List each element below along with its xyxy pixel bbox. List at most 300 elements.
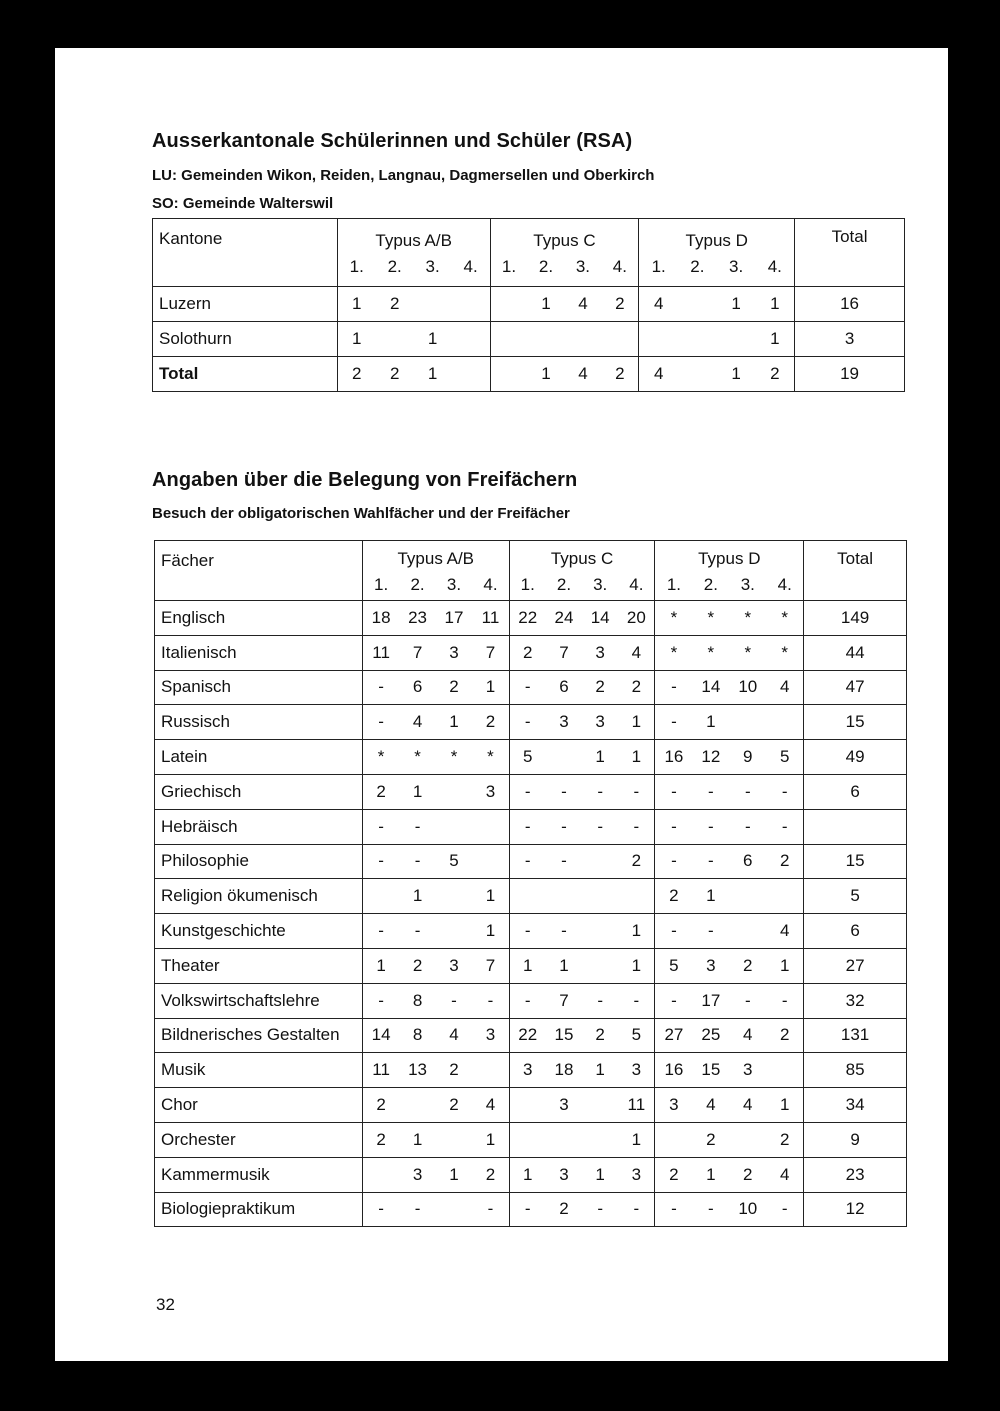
row-label: Russisch (155, 705, 363, 740)
value-cell: - (414, 1199, 421, 1219)
table-row (153, 287, 905, 322)
value-cell: - (378, 1199, 384, 1219)
value-cell (582, 1130, 618, 1150)
table-row (155, 670, 907, 705)
row-label: Chor (155, 1088, 363, 1123)
group-cell (509, 844, 655, 879)
group-cell (362, 601, 509, 636)
value-cell: 12 (701, 747, 721, 767)
value-cell: 6 (743, 851, 753, 871)
value-cell (363, 1165, 399, 1185)
value-cell: 10 (738, 677, 758, 697)
value-cell: 16 (664, 1060, 684, 1080)
value-cell (436, 1199, 472, 1219)
group-cell (655, 635, 804, 670)
group-cell (509, 1018, 655, 1053)
table-row (155, 1157, 907, 1192)
value-cell: 2 (523, 642, 533, 662)
value-cell: 4 (449, 1025, 459, 1045)
value-cell: 1 (485, 1129, 496, 1149)
value-cell: - (378, 851, 384, 871)
group-cell (655, 948, 804, 983)
group-cell (509, 914, 655, 949)
row-total: 131 (804, 1018, 907, 1053)
value-cell: * (707, 642, 715, 662)
table-row (153, 357, 905, 392)
header-group (639, 219, 795, 287)
table-row (155, 948, 907, 983)
value-cell (472, 851, 508, 871)
row-label: Bildnerisches Gestalten (155, 1018, 363, 1053)
row-total: 47 (804, 670, 907, 705)
value-cell (436, 817, 472, 837)
value-cell (510, 1095, 546, 1115)
group-cell (639, 287, 795, 322)
sub-header: 3. (729, 256, 744, 276)
group-cell (509, 740, 655, 775)
sub-header: 2. (538, 256, 554, 276)
value-cell: 1 (595, 1164, 605, 1184)
value-cell: 4 (653, 294, 664, 313)
group-cell (655, 740, 804, 775)
value-cell: 6 (412, 677, 423, 697)
value-cell (436, 1130, 472, 1150)
group-cell (362, 1122, 509, 1157)
group-cell (337, 287, 490, 322)
row-total: 6 (804, 914, 907, 949)
value-cell (399, 1095, 435, 1115)
group-name: Typus D (685, 230, 748, 250)
value-cell: - (633, 781, 640, 801)
group-cell (362, 914, 509, 949)
value-cell: - (524, 712, 531, 732)
value-cell: 1 (631, 955, 642, 975)
sub-header: 2. (703, 574, 718, 594)
value-cell: 2 (743, 955, 753, 975)
value-cell: 1 (706, 712, 716, 732)
value-cell (766, 1060, 803, 1080)
value-cell: - (708, 781, 714, 801)
value-cell: - (708, 851, 714, 871)
value-cell: 10 (738, 1199, 758, 1219)
group-name: Typus A/B (397, 548, 475, 568)
value-cell: 7 (485, 955, 496, 975)
section1-title: Ausserkantonale Schülerinnen und Schüler (RSA) (152, 130, 633, 152)
row-total: 15 (804, 844, 907, 879)
value-cell: 3 (595, 712, 605, 732)
value-cell: - (378, 990, 384, 1010)
value-cell: 1 (706, 1164, 716, 1184)
sub-header: 1. (666, 574, 681, 594)
value-cell: 4 (743, 1025, 753, 1045)
value-cell: - (414, 816, 421, 836)
value-cell: 2 (770, 364, 780, 383)
value-cell: - (744, 781, 751, 801)
group-name: Typus A/B (375, 230, 452, 250)
value-cell: 4 (578, 294, 588, 313)
value-cell: 22 (518, 607, 538, 627)
value-cell: 1 (523, 955, 533, 975)
value-cell: - (744, 816, 751, 836)
value-cell: - (744, 990, 751, 1010)
value-cell: - (597, 1199, 603, 1219)
value-cell: 6 (559, 677, 569, 697)
value-cell: 1 (595, 747, 605, 767)
value-cell: - (487, 1199, 494, 1219)
value-cell: 1 (779, 1095, 790, 1115)
freifaecher-table (154, 540, 907, 1227)
value-cell: 2 (449, 677, 459, 697)
group-cell (362, 879, 509, 914)
value-cell (678, 329, 717, 349)
group-cell (509, 774, 655, 809)
header-group (509, 541, 655, 601)
value-cell: - (671, 921, 677, 941)
value-cell: 1 (412, 886, 423, 906)
value-cell: 1 (412, 781, 423, 801)
header-first-col: Kantone (153, 219, 338, 287)
value-cell: - (524, 781, 531, 801)
value-cell: 4 (578, 364, 588, 383)
row-label: Kammermusik (155, 1157, 363, 1192)
row-label: Latein (155, 740, 363, 775)
value-cell: 1 (485, 886, 496, 906)
value-cell: 3 (631, 1164, 642, 1184)
value-cell: - (597, 816, 603, 836)
row-total: 15 (804, 705, 907, 740)
group-cell (509, 983, 655, 1018)
value-cell: 2 (615, 364, 625, 383)
table-row (155, 1053, 907, 1088)
sub-headers (491, 257, 639, 277)
group-cell (362, 844, 509, 879)
sub-header: 3. (446, 574, 462, 594)
value-cell: - (524, 990, 531, 1010)
value-cell: 1 (770, 329, 780, 348)
value-cell: * (670, 642, 678, 662)
value-cell: - (561, 816, 567, 836)
value-cell: - (781, 1199, 788, 1219)
group-cell (337, 357, 490, 392)
value-cell (655, 1130, 692, 1150)
table-row (153, 322, 905, 357)
row-total: 44 (804, 635, 907, 670)
value-cell: - (561, 921, 567, 941)
sub-header: 3. (593, 574, 608, 594)
value-cell: 3 (412, 1164, 423, 1184)
group-name: Typus C (533, 230, 596, 250)
value-cell: 8 (412, 990, 423, 1010)
sub-header: 2. (556, 574, 572, 594)
value-cell: * (781, 607, 789, 627)
sub-header: 1. (374, 574, 389, 594)
value-cell (582, 956, 618, 976)
value-cell: 2 (669, 886, 679, 906)
document-page (55, 48, 948, 1361)
value-cell: 3 (485, 781, 496, 801)
value-cell: 1 (485, 677, 496, 697)
section1-line2: SO: Gemeinde Walterswil (152, 195, 334, 212)
table-row (155, 983, 907, 1018)
value-cell (436, 886, 472, 906)
group-cell (655, 1088, 804, 1123)
value-cell: 1 (770, 294, 780, 313)
value-cell: 2 (376, 1095, 386, 1115)
group-cell (655, 774, 804, 809)
value-cell: 20 (626, 607, 646, 627)
value-cell: 2 (376, 1129, 386, 1149)
row-total (804, 809, 907, 844)
table-row (155, 740, 907, 775)
group-cell (655, 809, 804, 844)
value-cell: 2 (559, 1199, 569, 1219)
value-cell (546, 747, 582, 767)
value-cell: 4 (779, 1164, 790, 1184)
row-total: 23 (804, 1157, 907, 1192)
value-cell: - (378, 816, 384, 836)
section1-line1: LU: Gemeinden Wikon, Reiden, Langnau, Dagmersellen und Oberkirch (152, 167, 655, 184)
value-cell: 17 (444, 607, 464, 627)
value-cell: 7 (559, 990, 569, 1010)
value-cell: - (671, 1199, 677, 1219)
value-cell: - (597, 781, 603, 801)
value-cell: 11 (481, 607, 500, 627)
value-cell: 2 (449, 1060, 459, 1080)
value-cell: 2 (631, 851, 642, 871)
group-cell (490, 287, 639, 322)
value-cell (678, 294, 717, 314)
sub-header: 4. (463, 256, 478, 276)
value-cell: 11 (372, 642, 390, 662)
group-cell (509, 705, 655, 740)
value-cell: 15 (701, 1060, 721, 1080)
value-cell: - (524, 816, 531, 836)
value-cell: 1 (485, 921, 496, 941)
table-row (155, 879, 907, 914)
header-group (337, 219, 490, 287)
row-label: Biologiepraktikum (155, 1192, 363, 1227)
table-row (155, 1192, 907, 1227)
value-cell: 1 (595, 1060, 605, 1080)
group-cell (362, 740, 509, 775)
value-cell (639, 329, 678, 349)
value-cell: 2 (389, 364, 400, 383)
sub-headers (639, 257, 794, 277)
row-label: Philosophie (155, 844, 363, 879)
group-cell (509, 948, 655, 983)
header-first-col: Fächer (155, 541, 363, 601)
value-cell (436, 921, 472, 941)
value-cell: * (744, 642, 752, 662)
row-total: 149 (804, 601, 907, 636)
value-cell: 15 (554, 1025, 574, 1045)
value-cell: - (451, 990, 457, 1010)
table-row (155, 705, 907, 740)
value-cell: 3 (631, 1060, 642, 1080)
value-cell: 2 (352, 364, 362, 383)
group-cell (362, 809, 509, 844)
section2-title: Angaben über die Belegung von Freifächern (152, 469, 578, 491)
row-total: 85 (804, 1053, 907, 1088)
group-cell (490, 322, 639, 357)
value-cell: 3 (669, 1095, 679, 1115)
header-total: Total (804, 541, 907, 601)
value-cell: 1 (541, 294, 551, 313)
value-cell: 14 (371, 1025, 391, 1045)
sub-header: 4. (612, 256, 627, 276)
value-cell: - (378, 677, 384, 697)
group-cell (362, 1192, 509, 1227)
value-cell: 11 (627, 1095, 646, 1115)
value-cell: - (671, 816, 677, 836)
value-cell: 3 (559, 1095, 569, 1115)
value-cell: 1 (631, 921, 642, 941)
value-cell: 3 (449, 955, 459, 975)
group-cell (509, 1157, 655, 1192)
value-cell: 1 (631, 1129, 642, 1149)
value-cell: - (781, 990, 788, 1010)
page-number: 32 (156, 1295, 175, 1314)
value-cell: 5 (631, 1025, 642, 1045)
sub-headers (338, 257, 490, 277)
group-cell (362, 705, 509, 740)
table-header-row (155, 541, 907, 601)
value-cell: 18 (554, 1060, 574, 1080)
row-label: Musik (155, 1053, 363, 1088)
value-cell (582, 851, 618, 871)
value-cell (491, 294, 528, 314)
value-cell: 4 (653, 364, 664, 383)
value-cell: * (781, 642, 789, 662)
value-cell: 2 (615, 294, 625, 313)
value-cell: 1 (631, 712, 642, 732)
group-name: Typus D (698, 548, 761, 568)
value-cell: 2 (706, 1129, 716, 1149)
value-cell (452, 329, 490, 349)
value-cell: 1 (731, 364, 741, 383)
section2-subtitle: Besuch der obligatorischen Wahlfächer und der Freifächer (152, 505, 570, 522)
value-cell: 2 (485, 1164, 496, 1184)
row-total: 3 (795, 322, 905, 357)
value-cell: - (414, 921, 421, 941)
group-cell (490, 357, 639, 392)
value-cell: 5 (669, 955, 679, 975)
value-cell (546, 1130, 582, 1150)
value-cell: 8 (412, 1025, 423, 1045)
row-label: Total (153, 357, 338, 392)
row-total: 12 (804, 1192, 907, 1227)
value-cell: * (744, 607, 752, 627)
value-cell: - (633, 1199, 640, 1219)
value-cell: - (671, 990, 677, 1010)
value-cell: 2 (669, 1164, 679, 1184)
value-cell: 27 (664, 1025, 684, 1045)
value-cell: - (781, 781, 788, 801)
value-cell (414, 294, 452, 314)
value-cell: 3 (559, 712, 569, 732)
value-cell: 5 (449, 851, 459, 871)
value-cell: 2 (779, 1025, 790, 1045)
group-cell (362, 1053, 509, 1088)
group-cell (639, 322, 795, 357)
group-cell (362, 983, 509, 1018)
row-total: 49 (804, 740, 907, 775)
value-cell: 1 (412, 1129, 423, 1149)
group-cell (362, 948, 509, 983)
value-cell: 3 (523, 1060, 533, 1080)
group-cell (655, 1053, 804, 1088)
value-cell: 22 (518, 1025, 538, 1045)
row-total: 5 (804, 879, 907, 914)
value-cell: 2 (376, 781, 386, 801)
group-cell (655, 914, 804, 949)
value-cell: - (781, 816, 788, 836)
table-row (155, 1018, 907, 1053)
group-cell (655, 1157, 804, 1192)
row-label: Volkswirtschaftslehre (155, 983, 363, 1018)
value-cell: 1 (427, 329, 438, 348)
header-group (490, 219, 639, 287)
sub-header: 1. (520, 574, 535, 594)
value-cell: - (708, 921, 714, 941)
value-cell (452, 294, 490, 314)
group-cell (655, 1018, 804, 1053)
value-cell: 1 (352, 329, 362, 348)
group-cell (362, 1157, 509, 1192)
value-cell: * (487, 747, 494, 767)
value-cell (678, 364, 717, 384)
value-cell (452, 364, 490, 384)
table-header-row (153, 219, 905, 287)
value-cell: 23 (408, 607, 428, 627)
value-cell: 1 (449, 1164, 459, 1184)
value-cell (376, 329, 414, 349)
value-cell: 17 (701, 990, 721, 1010)
value-cell: 2 (485, 712, 496, 732)
table-row (155, 809, 907, 844)
value-cell: 4 (743, 1095, 753, 1115)
value-cell: 4 (412, 712, 423, 732)
table-row (155, 1122, 907, 1157)
value-cell: 1 (706, 886, 716, 906)
value-cell: - (671, 677, 677, 697)
value-cell: 25 (701, 1025, 721, 1045)
group-cell (655, 670, 804, 705)
value-cell: 5 (779, 747, 790, 767)
sub-header: 3. (740, 574, 755, 594)
value-cell: 1 (352, 294, 362, 313)
value-cell: 14 (701, 677, 721, 697)
row-total: 19 (795, 357, 905, 392)
group-cell (509, 1192, 655, 1227)
value-cell (510, 1130, 546, 1150)
table-row (155, 914, 907, 949)
group-cell (362, 1088, 509, 1123)
value-cell (582, 921, 618, 941)
row-label: Italienisch (155, 635, 363, 670)
rsa-table (152, 218, 905, 392)
value-cell: 5 (523, 747, 533, 767)
value-cell: 2 (779, 1129, 790, 1149)
value-cell: 4 (779, 677, 790, 697)
group-cell (509, 601, 655, 636)
value-cell: 1 (541, 364, 551, 383)
value-cell (729, 921, 766, 941)
value-cell (472, 817, 508, 837)
sub-header: 2. (410, 574, 425, 594)
value-cell: - (671, 781, 677, 801)
value-cell: 16 (664, 747, 684, 767)
